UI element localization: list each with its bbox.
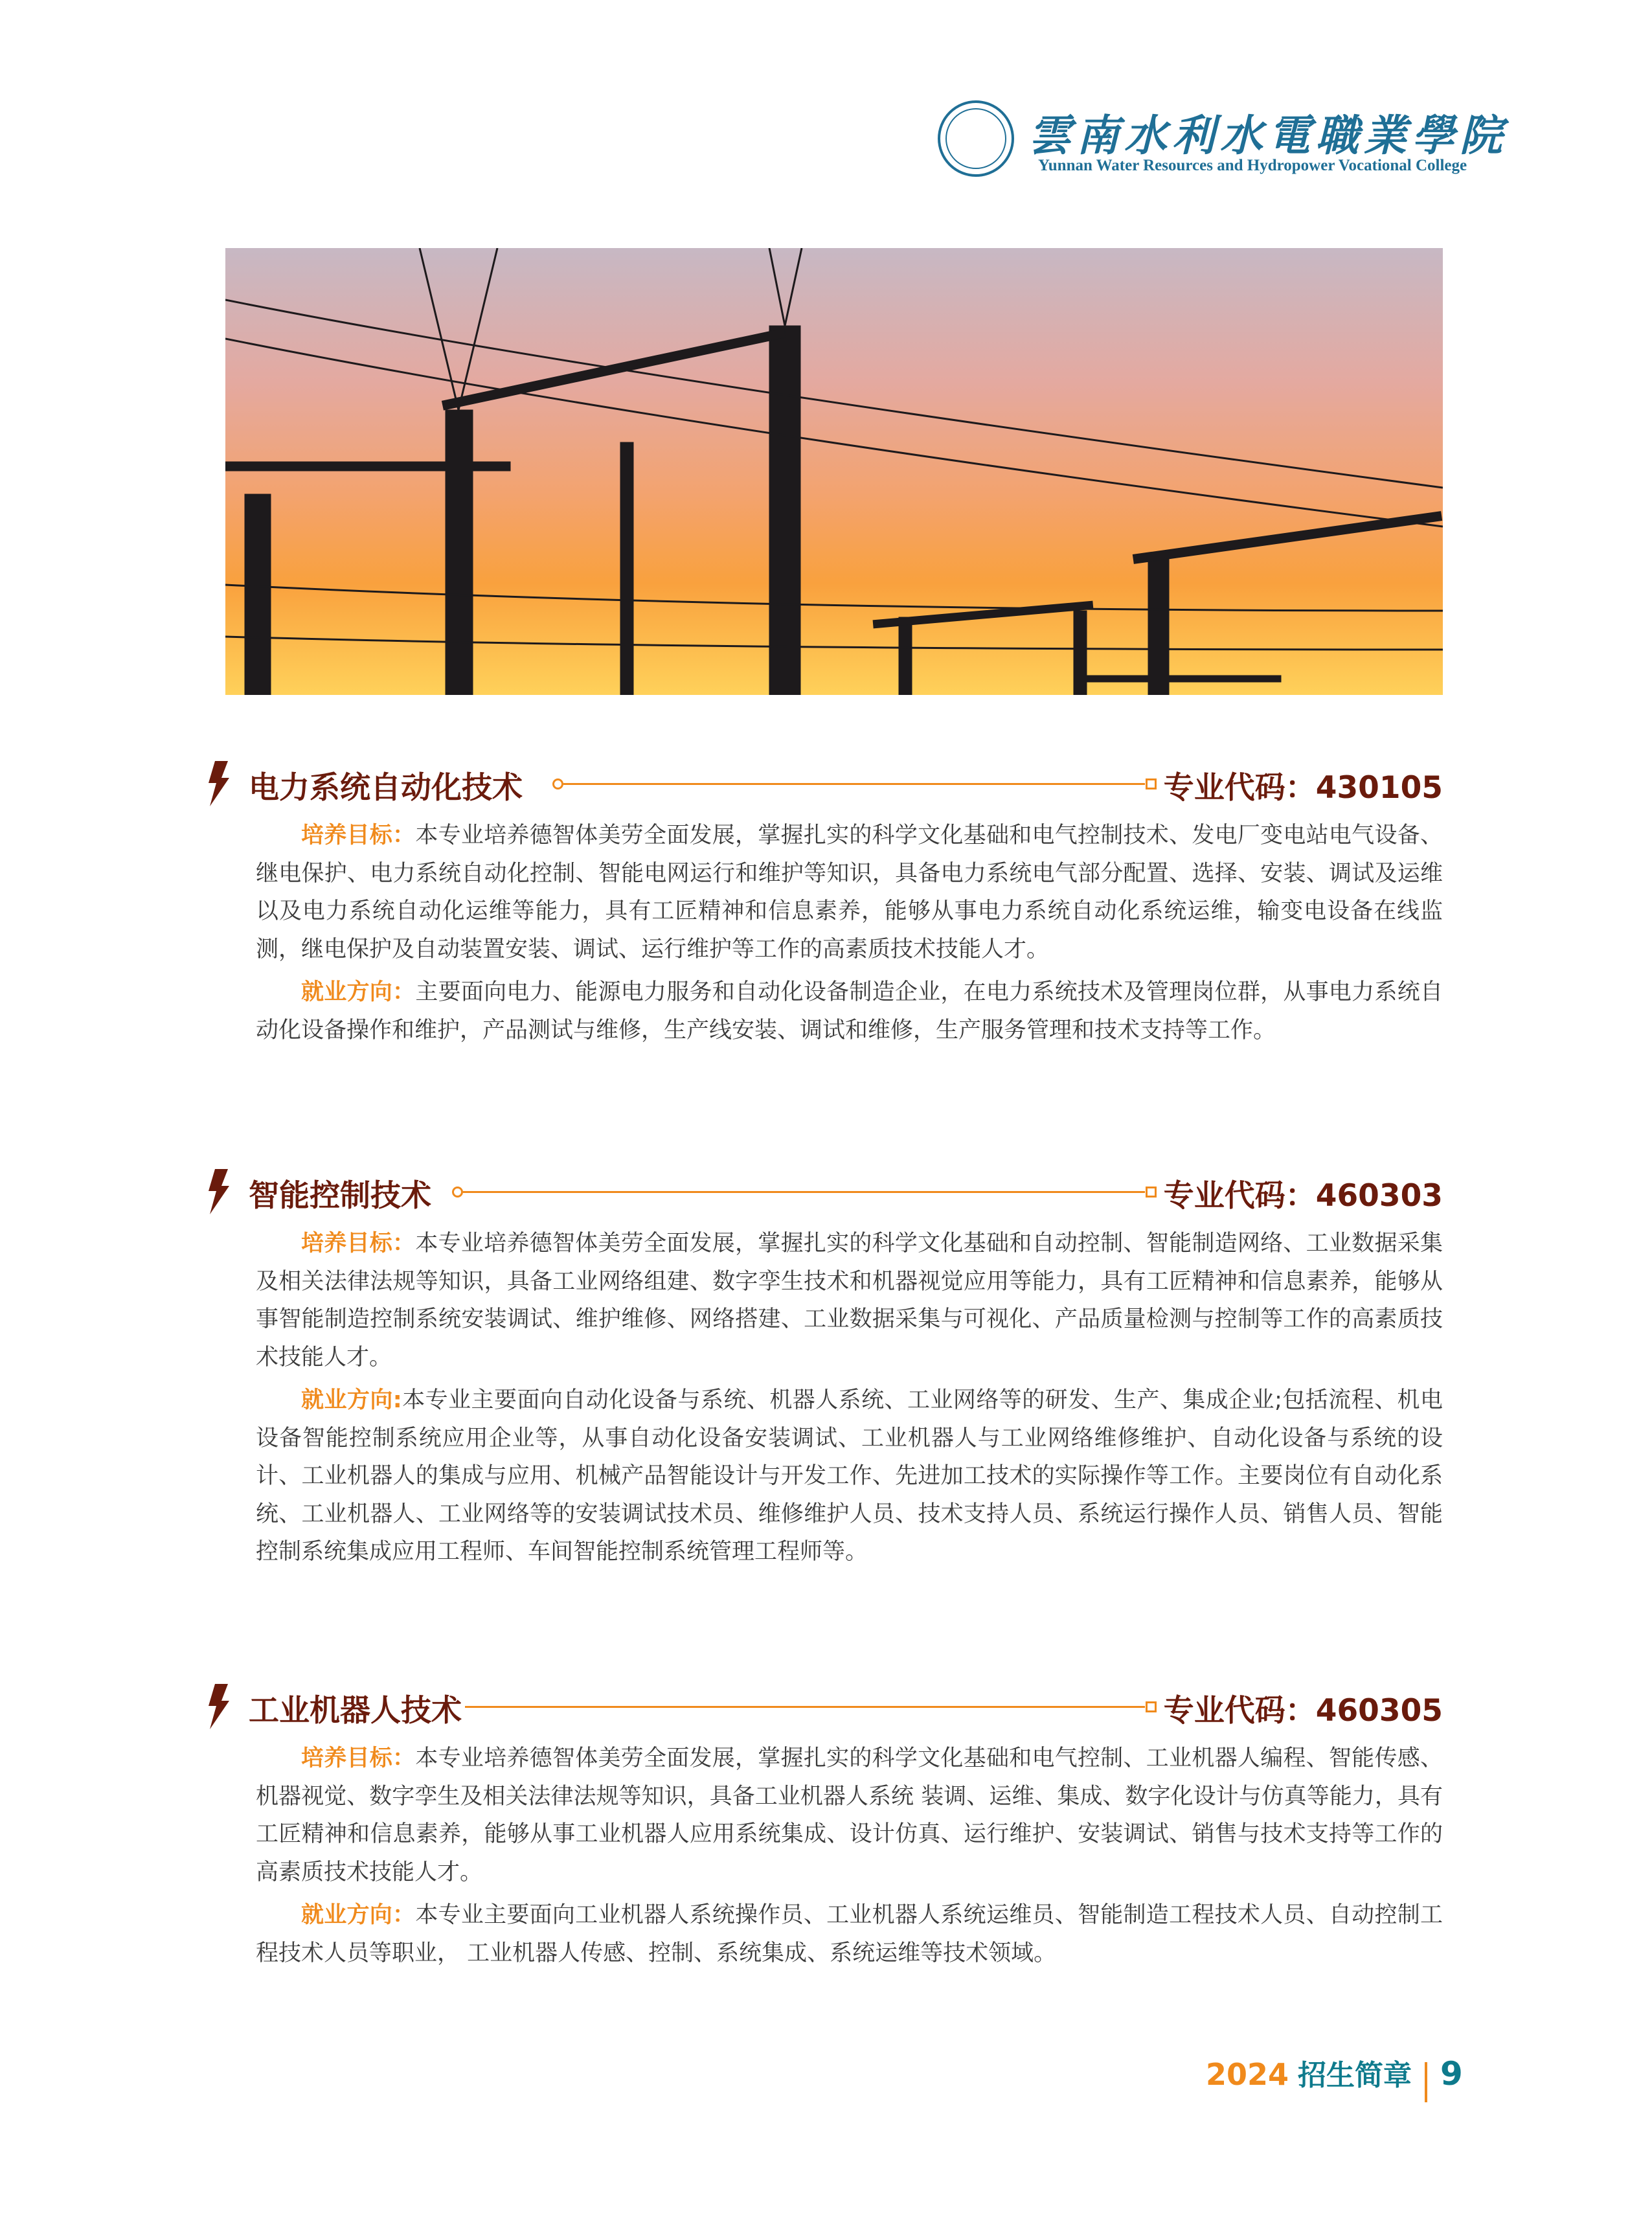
major-code: 专业代码：460303 — [1163, 1178, 1443, 1214]
lightning-bolt-icon — [206, 1169, 232, 1214]
job-text: 主要面向电力、能源电力服务和自动化设备制造企业，在电力系统技术及管理岗位群，从事电力系统自动化设备操作和维护，产品测试与维修，生产线安装、调试和维修，生产服务管理和技术支持等工作。 — [256, 979, 1443, 1043]
major-section-intelligent-control — [206, 1169, 1443, 1571]
major-code: 专业代码：460305 — [1163, 1693, 1443, 1729]
logo-english-name: Yunnan Water Resources and Hydropower Vocational College — [1038, 157, 1467, 174]
major-section-power-automation — [206, 761, 1443, 1049]
footer-year: 2024 — [1206, 2057, 1289, 2092]
goal-label: 培养目标： — [301, 1745, 416, 1771]
major-title: 智能控制技术 — [249, 1178, 431, 1214]
logo-chinese-name: 雲南水利水電職業學院 — [1028, 110, 1508, 161]
power-tower-sunset-photo — [225, 248, 1443, 695]
footer-divider — [1425, 2062, 1427, 2102]
page-footer — [1206, 2052, 1463, 2091]
goal-label: 培养目标： — [301, 823, 416, 848]
lightning-bolt-icon — [206, 1684, 232, 1729]
page-number: 9 — [1440, 2055, 1463, 2093]
line-end-square — [1146, 1701, 1157, 1712]
footer-title: 招生简章 — [1298, 2059, 1412, 2092]
college-seal-icon — [938, 100, 1014, 177]
college-logo — [938, 97, 1508, 181]
major-code: 专业代码：430105 — [1163, 770, 1443, 806]
major-title: 电力系统自动化技术 — [249, 770, 523, 806]
job-label: 就业方向: — [301, 1387, 402, 1413]
divider-line — [563, 783, 1145, 785]
job-label: 就业方向： — [301, 1902, 416, 1928]
job-label: 就业方向： — [301, 979, 416, 1005]
line-start-dot — [552, 778, 563, 789]
goal-label: 培养目标： — [301, 1231, 416, 1256]
job-text: 本专业主要面向工业机器人系统操作员、工业机器人系统运维员、智能制造工程技术人员、自动控制工程技术人员等职业， 工业机器人传感、控制、系统集成、系统运维等技术领域。 — [256, 1902, 1443, 1966]
job-text: 本专业主要面向自动化设备与系统、机器人系统、工业网络等的研发、生产、集成企业;包括流程、机电设备智能控制系统应用企业等，从事自动化设备安装调试、工业机器人与工业网络维修维护、自动化设备与系统的设计、工业机器人的集成与应用、机械产品智能设计与开发工作、先进加工技术的实际操作等工作。主要岗位有自动化系统、工业机器人、工业网络等的安装调试技术员、维修维护人员、技术支持人员、系统运行操作人员、销售人员、智能控制系统集成应用工程师、车间智能控制系统管理工程师等。 — [256, 1387, 1443, 1565]
major-title: 工业机器人技术 — [249, 1693, 462, 1729]
goal-text: 本专业培养德智体美劳全面发展，掌握扎实的科学文化基础和自动控制、智能制造网络、工业数据采集及相关法律法规等知识，具备工业网络组建、数字孪生技术和机器视觉应用等能力，具有工匠精神和信息素养，能够从事智能制造控制系统安装调试、维护维修、网络搭建、工业数据采集与可视化、产品质量检测与控制等工作的高素质技术技能人才。 — [256, 1231, 1443, 1370]
line-end-square — [1146, 778, 1157, 789]
line-end-square — [1146, 1187, 1157, 1198]
goal-text: 本专业培养德智体美劳全面发展，掌握扎实的科学文化基础和电气控制技术、发电厂变电站电气设备、继电保护、电力系统自动化控制、智能电网运行和维护等知识，具备电力系统电气部分配置、选择、安装、调试及运维以及电力系统自动化运维等能力，具有工匠精神和信息素养，能够从事电力系统自动化系统运维，输变电设备在线监测，继电保护及自动装置安装、调试、运行维护等工作的高素质技术技能人才。 — [256, 823, 1443, 962]
divider-line — [465, 1706, 1145, 1708]
lightning-bolt-icon — [206, 761, 232, 806]
divider-line — [463, 1191, 1145, 1193]
goal-text: 本专业培养德智体美劳全面发展，掌握扎实的科学文化基础和电气控制、工业机器人编程、智能传感、机器视觉、数字孪生及相关法律法规等知识，具备工业机器人系统 装调、运维、集成、数字化设计与仿真等能力，具有工匠精神和信息素养，能够从事工业机器人应用系统集成、设计仿真、运行维护、安装调试、销售与技术支持等工作的高素质技术技能人才。 — [256, 1745, 1443, 1885]
major-section-industrial-robot — [206, 1684, 1443, 1972]
line-start-dot — [452, 1187, 463, 1198]
